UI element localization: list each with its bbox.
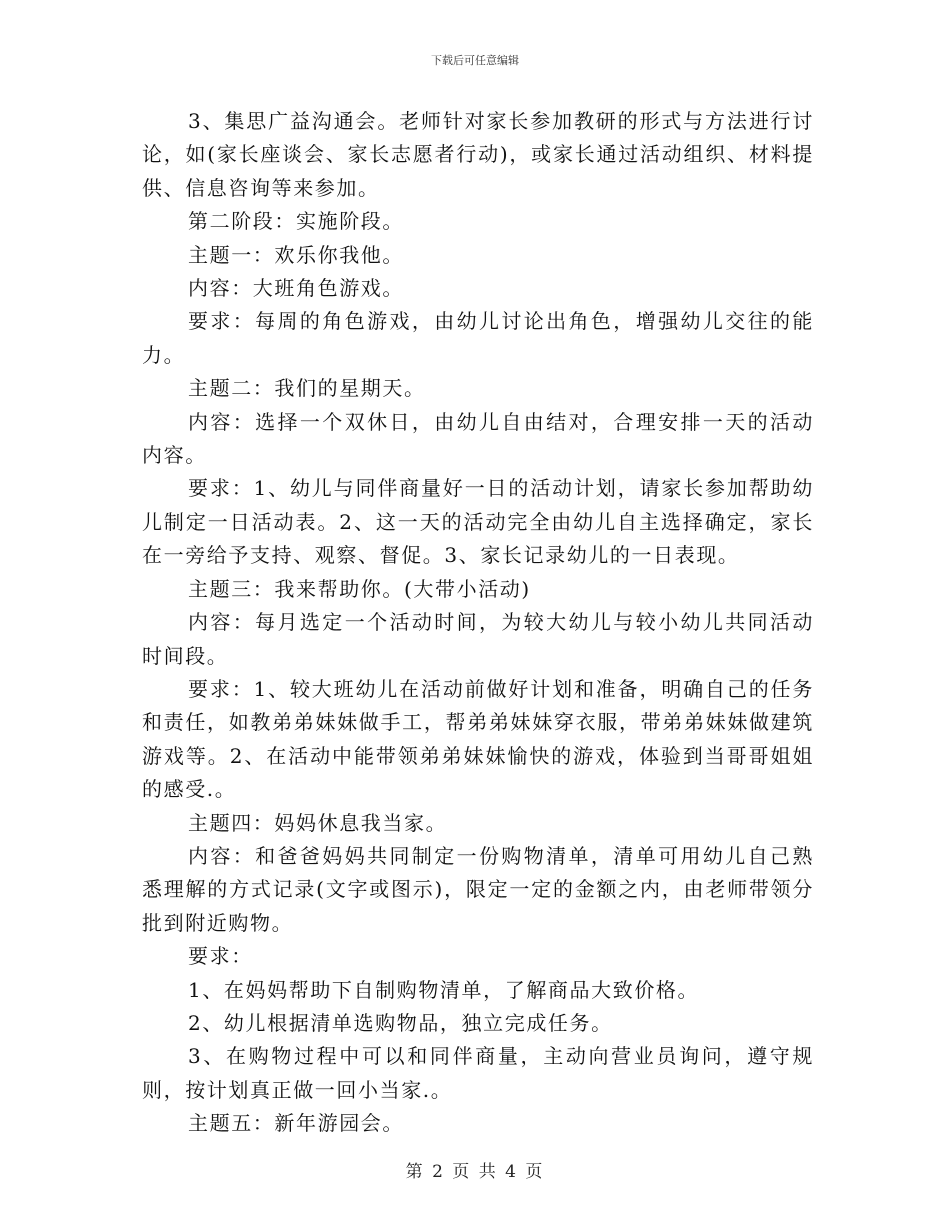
paragraph: 内容：和爸爸妈妈共同制定一份购物清单，清单可用幼儿自己熟悉理解的方式记录(文字或图示)，限定一定的金额之内，由老师带领分批到附近购物。 [142, 843, 814, 935]
paragraph: 第二阶段：实施阶段。 [188, 209, 404, 234]
paragraph: 主题五：新年游园会。 [188, 1111, 404, 1136]
paragraph: 内容：每月选定一个活动时间，为较大幼儿与较小幼儿共同活动时间段。 [142, 610, 814, 668]
page-footer: 第 2 页 共 4 页 [405, 1162, 545, 1182]
paragraph: 主题四：妈妈休息我当家。 [188, 810, 448, 835]
paragraph: 要求：1、幼儿与同伴商量好一日的活动计划，请家长参加帮助幼儿制定一日活动表。2、这一天的活动完全由幼儿自主选择确定，家长在一旁给予支持、观察、督促。3、家长记录幼儿的一日表现。 [142, 476, 814, 568]
paragraph: 主题二：我们的星期天。 [188, 376, 426, 401]
paragraph: 要求：1、较大班幼儿在活动前做好计划和准备，明确自己的任务和责任，如教弟弟妹妹做手工，帮弟弟妹妹穿衣服，带弟弟妹妹做建筑游戏等。2、在活动中能带领弟弟妹妹愉快的游戏，体验到当哥哥姐姐的感受.。 [142, 676, 814, 802]
paragraph: 要求： [188, 944, 253, 969]
paragraph: 1、在妈妈帮助下自制购物清单，了解商品大致价格。 [188, 977, 700, 1002]
document-body [142, 105, 814, 1141]
paragraph: 要求：每周的角色游戏，由幼儿讨论出角色，增强幼儿交往的能力。 [142, 309, 814, 367]
paragraph: 3、在购物过程中可以和同伴商量，主动向营业员询问，遵守规则，按计划真正做一回小当家.。 [142, 1044, 814, 1102]
page-header: 下载后可任意编辑 [431, 54, 519, 67]
paragraph: 内容：选择一个双休日，由幼儿自由结对，合理安排一天的活动内容。 [142, 409, 814, 468]
paragraph: 2、幼儿根据清单选购物品，独立完成任务。 [188, 1010, 613, 1035]
paragraph: 3、集思广益沟通会。老师针对家长参加教研的形式与方法进行讨论，如(家长座谈会、家长志愿者行动)，或家长通过活动组织、材料提供、信息咨询等来参加。 [142, 109, 814, 200]
paragraph: 主题一：欢乐你我他。 [188, 242, 404, 267]
paragraph: 主题三：我来帮助你。(大带小活动) [188, 576, 531, 601]
paragraph: 内容：大班角色游戏。 [188, 276, 404, 301]
